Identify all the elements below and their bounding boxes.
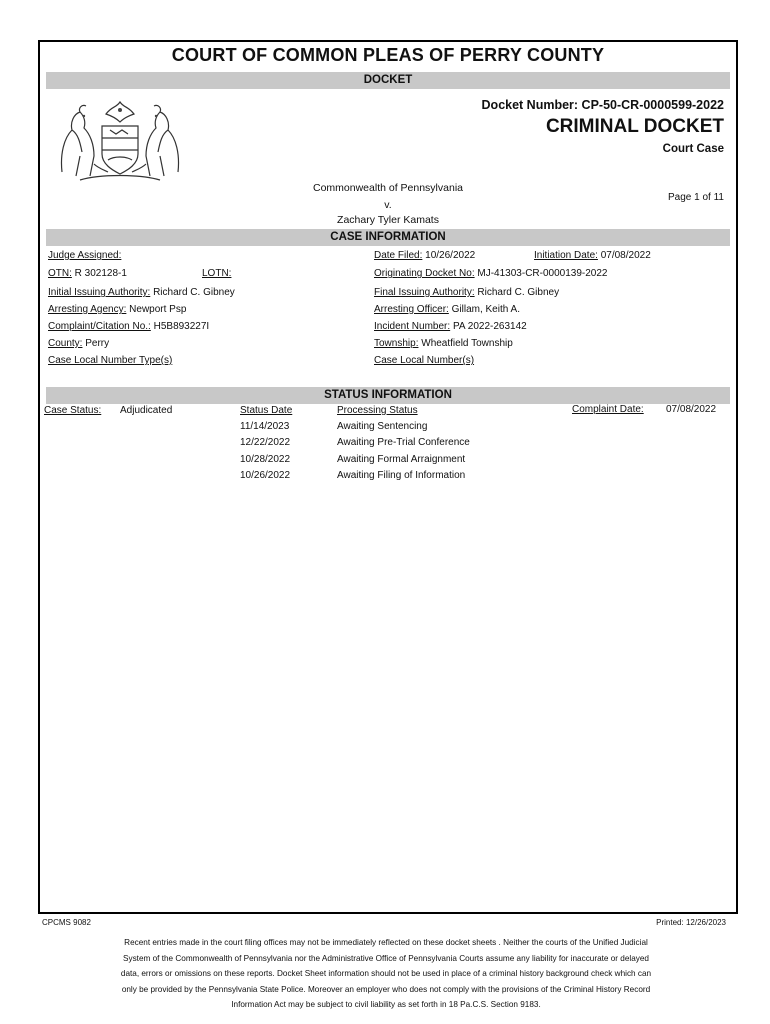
originating-docket-label: Originating Docket No: — [374, 268, 475, 279]
otn-label: OTN: — [48, 268, 72, 279]
status-information-bar: STATUS INFORMATION — [46, 387, 730, 404]
judge-assigned-label: Judge Assigned: — [48, 250, 122, 261]
disclaimer-line: System of the Commonwealth of Pennsylvania nor the Administrative Office of Pennsylvania Courts assume any liability for inaccurate or delayed — [123, 953, 649, 963]
status-row-date: 10/26/2022 — [240, 470, 291, 481]
caption-plaintiff: Commonwealth of Pennsylvania — [313, 182, 463, 194]
docket-bar: DOCKET — [46, 72, 730, 89]
status-row-date: 10/28/2022 — [240, 454, 291, 465]
case-status-value: Adjudicated — [120, 405, 173, 416]
complaint-citation — [48, 321, 209, 332]
date-filed — [374, 250, 475, 261]
status-row-status: Awaiting Pre-Trial Conference — [337, 437, 470, 448]
disclaimer-line: only be provided by the Pennsylvania State Police. Moreover an employer who does not comply with the provisions of the Criminal History Record — [121, 984, 651, 994]
initiation-date — [534, 250, 651, 261]
disclaimer — [86, 935, 686, 1013]
complaint-citation-value: H5B893227I — [153, 321, 210, 332]
caption-versus: v. — [384, 199, 392, 211]
docket-number: Docket Number: CP-50-CR-0000599-2022 — [481, 98, 724, 112]
page-indicator: Page 1 of 11 — [668, 192, 724, 203]
initial-issuing-authority-label: Initial Issuing Authority: — [48, 287, 151, 298]
status-row-status: Awaiting Filing of Information — [337, 470, 466, 481]
township — [374, 338, 513, 349]
incident-number-label: Incident Number: — [374, 321, 451, 332]
county-value: Perry — [85, 338, 110, 349]
pennsylvania-coat-of-arms-icon — [50, 94, 190, 184]
status-row-status: Awaiting Sentencing — [337, 421, 428, 432]
initiation-date-label: Initiation Date: — [534, 250, 598, 261]
complaint-date-value: 07/08/2022 — [666, 404, 717, 415]
disclaimer-line: data, errors or omissions on these reports. Docket Sheet information should not be used in place of a criminal history background check which can — [120, 969, 652, 978]
otn-value: R 302128-1 — [74, 268, 127, 279]
case-local-number — [374, 355, 474, 366]
township-label: Township: — [374, 338, 419, 349]
arresting-agency-value: Newport Psp — [129, 304, 187, 315]
date-filed-value: 10/26/2022 — [425, 250, 476, 261]
judge-assigned — [48, 250, 121, 261]
final-issuing-authority-label: Final Issuing Authority: — [374, 287, 475, 298]
status-date-header-label: Status Date — [240, 405, 293, 416]
case-status-label: Case Status: — [44, 405, 102, 416]
township-value: Wheatfield Township — [421, 338, 513, 349]
form-id: CPCMS 9082 — [42, 918, 91, 927]
disclaimer-line: Recent entries made in the court filing offices may not be immediately reflected on these docket sheets . Neither the courts of the Unified Judicial — [124, 938, 648, 947]
complaint-date-label: Complaint Date: — [572, 404, 644, 415]
case-local-number-type — [48, 355, 172, 366]
final-issuing-authority-value: Richard C. Gibney — [477, 287, 560, 298]
case-status — [44, 405, 101, 416]
processing-status-header — [337, 405, 418, 416]
final-issuing-authority — [374, 287, 559, 298]
arresting-officer-value: Gillam, Keith A. — [451, 304, 520, 315]
court-title: COURT OF COMMON PLEAS OF PERRY COUNTY — [171, 45, 605, 65]
arresting-agency — [48, 304, 186, 315]
originating-docket — [374, 268, 607, 279]
case-kind: Court Case — [662, 143, 724, 155]
incident-number-value: PA 2022-263142 — [452, 321, 527, 332]
disclaimer-line: Information Act may be subject to civil liability as set forth in 18 Pa.C.S. Section 9183. — [231, 1000, 541, 1009]
printed-date: Printed: 12/26/2023 — [656, 918, 726, 927]
initial-issuing-authority — [48, 287, 235, 298]
status-row-status: Awaiting Formal Arraignment — [337, 454, 466, 465]
status-row-date: 11/14/2023 — [240, 421, 290, 432]
complaint-date — [572, 404, 644, 415]
initial-issuing-authority-value: Richard C. Gibney — [153, 287, 235, 298]
case-local-number-type-label: Case Local Number Type(s) — [48, 355, 173, 366]
county-label: County: — [48, 338, 83, 349]
processing-status-header-label: Processing Status — [337, 405, 418, 416]
arresting-agency-label: Arresting Agency: — [48, 304, 127, 315]
county — [48, 338, 109, 349]
status-date-header — [240, 405, 292, 416]
otn — [48, 268, 127, 279]
lotn-label: LOTN: — [202, 268, 232, 279]
originating-docket-value: MJ-41303-CR-0000139-2022 — [477, 268, 608, 279]
status-row-date: 12/22/2022 — [240, 437, 291, 448]
arresting-officer — [374, 304, 520, 315]
case-information-bar: CASE INFORMATION — [46, 229, 730, 246]
docket-type: CRIMINAL DOCKET — [545, 116, 724, 137]
incident-number — [374, 321, 527, 332]
lotn — [202, 268, 231, 279]
initiation-date-value: 07/08/2022 — [600, 250, 651, 261]
caption-defendant: Zachary Tyler Kamats — [337, 214, 439, 226]
complaint-citation-label: Complaint/Citation No.: — [48, 321, 151, 332]
date-filed-label: Date Filed: — [374, 250, 423, 261]
arresting-officer-label: Arresting Officer: — [374, 304, 449, 315]
docket-frame — [38, 40, 738, 914]
case-local-number-label: Case Local Number(s) — [374, 355, 475, 366]
